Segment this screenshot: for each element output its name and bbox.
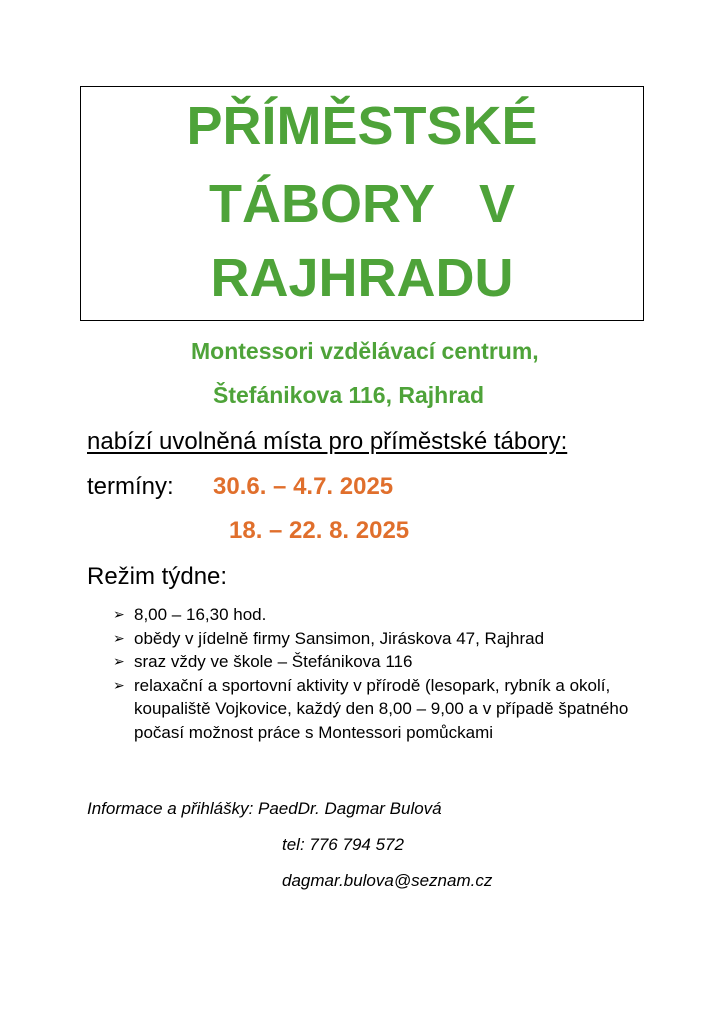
arrow-bullet-icon: ➢: [113, 676, 125, 693]
contact-email: dagmar.bulova@seznam.cz: [282, 871, 493, 890]
list-item: [113, 650, 653, 674]
title-line-1: PŘÍMĚSTSKÉ: [186, 96, 538, 156]
list-item-text: sraz vždy ve škole – Štefánikova 116: [134, 652, 413, 671]
title-box: [80, 86, 644, 321]
list-item: [113, 627, 653, 651]
title-line-3: RAJHRADU: [210, 248, 514, 308]
arrow-bullet-icon: ➢: [113, 629, 125, 646]
organizer-address: Štefánikova 116, Rajhrad: [213, 382, 485, 408]
list-item-text: relaxační a sportovní aktivity v přírodě (lesopark, rybník a okolí, koupaliště Vojkovice, každý den 8,00 – 9,00 a v případě špatného počasí možnost práce s Montessori pomůckami: [134, 675, 629, 742]
contact-phone: tel: 776 794 572: [282, 835, 404, 854]
regime-heading: Režim týdne:: [87, 563, 228, 590]
arrow-bullet-icon: ➢: [113, 606, 125, 622]
offer-text: nabízí uvolněná místa pro příměstské tábory:: [87, 428, 568, 455]
arrow-bullet-icon: ➢: [113, 653, 125, 669]
regime-list: [113, 603, 653, 744]
term-1: 30.6. – 4.7. 2025: [213, 473, 394, 500]
term-2: 18. – 22. 8. 2025: [229, 517, 410, 544]
list-item-text: 8,00 – 16,30 hod.: [134, 605, 267, 624]
terms-label: termíny:: [87, 473, 174, 500]
contact-label: Informace a přihlášky: PaedDr. Dagmar Bulová: [87, 799, 442, 818]
list-item: [113, 674, 653, 745]
organizer-name: Montessori vzdělávací centrum,: [191, 338, 539, 364]
list-item-text: obědy v jídelně firmy Sansimon, Jiráskova 47, Rajhrad: [134, 628, 545, 648]
list-item: [113, 603, 653, 627]
title-line-2: TÁBORY V: [208, 174, 516, 234]
